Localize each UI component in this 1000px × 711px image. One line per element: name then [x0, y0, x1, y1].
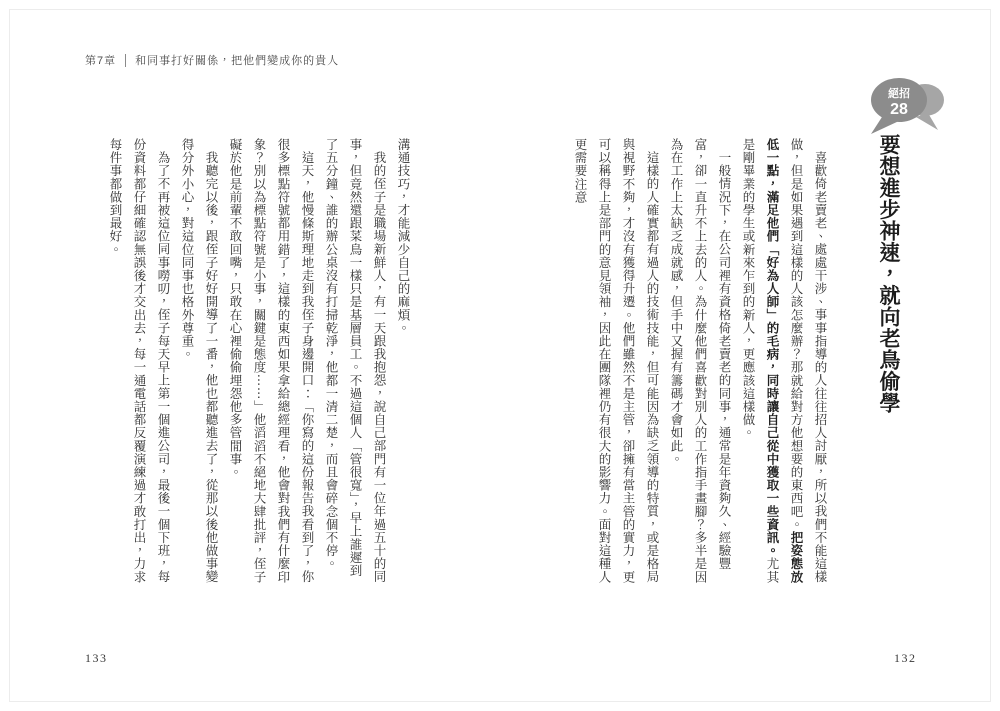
paragraph-2: 一般情況下，在公司裡有資格倚老賣老的同事，通常是年資夠久、經驗豐富，卻一直升不上去的人。為什麼他們喜歡對別人的工作指手畫腳？多半是因為在工作上太缺乏成就感，但手中又握有籌碼才會如此。	[669, 138, 731, 584]
paragraph-4: 我的侄子是職場新鮮人，有一天跟我抱怨，說自己部門有一位年過五十的同事，但竟然還跟菜鳥一樣只是基層員工。不過這個人「管很寬」，早上誰遲到了五分鐘、誰的辦公桌沒有打掃乾淨，他都一清二楚，而且會碎念個不停。	[324, 138, 386, 584]
badge-label: 絕招	[888, 88, 910, 100]
paragraph-1	[736, 138, 832, 590]
paragraph-1-text: 喜歡倚老賣老、處處干涉、事事指導的人往往招人討厭，所以我們不能這樣做，但是如果遇到這樣的人該怎麼辦？那就給對方他想要的東西吧。	[789, 138, 827, 584]
tip-title: 要想進步神速，就向老鳥偷學	[876, 134, 901, 414]
badge-number: 28	[890, 101, 908, 118]
paragraph-1-bold: 把姿態放低一點，滿足他們「好為人師」的毛病，同時讓自己從中獲取一些資訊。	[765, 138, 803, 584]
paragraph-1-tail: 尤其是剛畢業的學生或新來乍到的新人，更應該這樣做。	[741, 138, 779, 584]
chapter-label: 第7章	[85, 55, 117, 67]
speech-bubble-icon	[866, 74, 950, 140]
paragraph-5: 這天，他慢條斯理地走到我侄子身邊開口：「你寫的這份報告我看到了，你很多標點符號都用錯了，這樣的東西如果拿給總經理看，他會對我們有什麼印象？別以為標點符號是小事，關鍵是態度⋯⋯」他滔滔不絕地大肆批評，侄子礙於他是前輩不敢回嘴，只敢在心裡偷偷埋怨他多管閒事。	[228, 138, 314, 584]
paragraph-3: 這樣的人確實都有過人的技術技能，但可能因為缺乏領導的特質，或是格局與視野不夠，才沒有獲得升遷。他們雖然不是主管，卻擁有當主管的實力，更可以稱得上是部門的意見領袖，因此在團隊裡仍有很大的影響力。面對這種人更需要注意	[573, 138, 659, 584]
paragraph-3-continued: 溝通技巧，才能減少自己的麻煩。	[396, 138, 410, 335]
left-page-body	[93, 138, 415, 590]
chapter-title: 和同事打好關係，把他們變成你的貴人	[135, 55, 340, 67]
header-divider	[125, 54, 126, 67]
paragraph-7: 為了不再被這位同事嘮叨，侄子每天早上第一個進公司，最後一個下班，每份資料都仔細確認無誤後才交出去，每一通電話都反覆演練過才敢打出，力求每件事都做到最好。	[108, 138, 170, 584]
running-head	[85, 52, 339, 68]
tip-badge	[866, 74, 950, 140]
paragraph-6: 我聽完以後，跟侄子好好開導了一番，他也都聽進去了，從那以後他做事變得分外小心，對這位同事也格外尊重。	[180, 138, 218, 584]
right-page-body	[573, 138, 832, 590]
page-number-left: 133	[85, 651, 108, 665]
page-number-right: 132	[894, 651, 917, 665]
